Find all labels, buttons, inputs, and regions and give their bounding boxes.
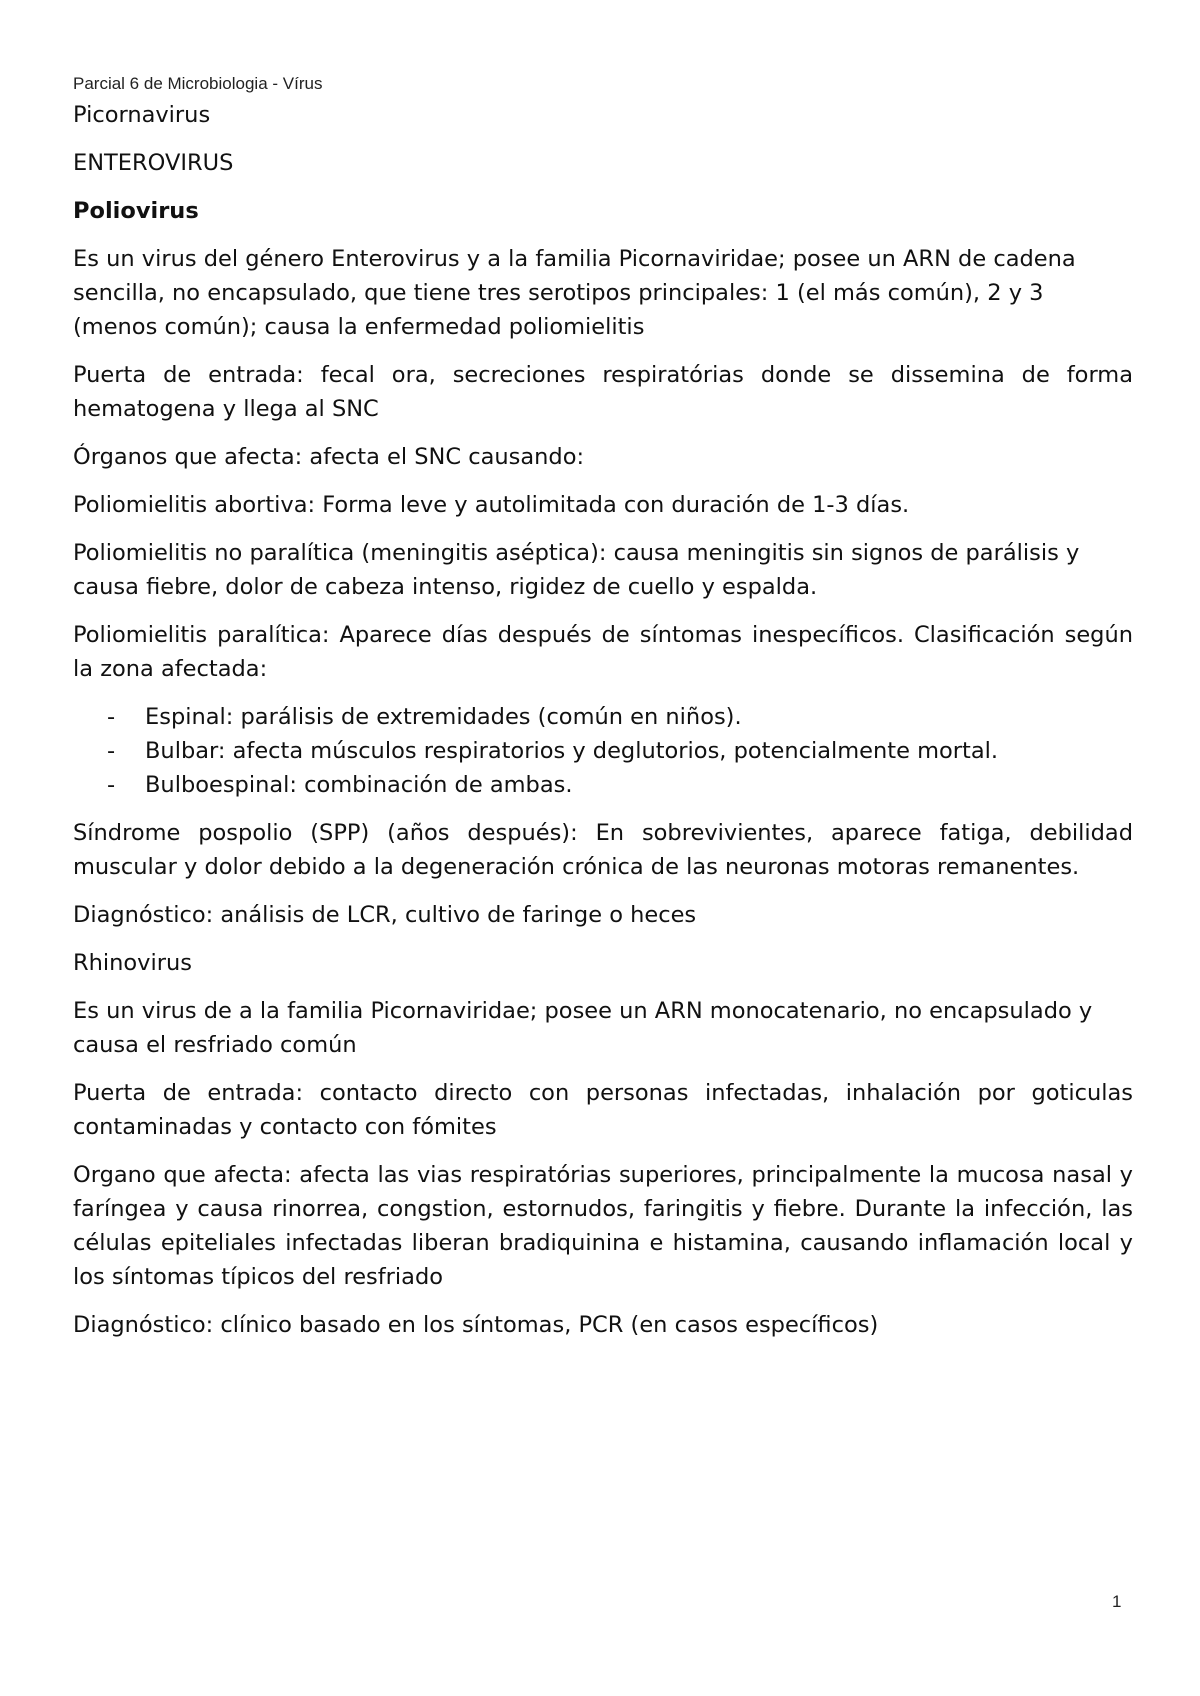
list-item [73,700,1133,734]
paragraph-rhino-organo: Organo que afecta: afecta las vias respiratórias superiores, principalmente la mucosa nasal y faríngea y causa rinorrea, congstion, estornudos, faringitis y fiebre. Durante la infección, las células epiteliales infectadas liberan bradiquinina e histamina, causando inflamación local y los síntomas típicos del resfriado [73,1162,1133,1290]
page-number: 1 [1112,1592,1122,1611]
section-title-picornavirus: Picornavirus [73,102,211,128]
paragraph-polio-abortiva: Poliomielitis abortiva: Forma leve y autolimitada con duración de 1-3 días. [73,492,910,518]
list-marker: - [107,704,116,730]
paragraph-polio-diagnostico: Diagnóstico: análisis de LCR, cultivo de faringe o heces [73,902,697,928]
section-title-enterovirus: ENTEROVIRUS [73,150,234,176]
list-item [73,734,1133,768]
heading-poliovirus: Poliovirus [73,198,199,224]
paragraph-polio-intro: Es un virus del género Enterovirus y a la familia Picornaviridae; posee un ARN de cadena sencilla, no encapsulado, que tiene tres serotipos principales: 1 (el más común), 2 y 3 (menos común); causa la enfermedad poliomielitis [73,246,1076,340]
paragraph-rhino-entrada: Puerta de entrada: contacto directo con personas infectadas, inhalación por goticulas contaminadas y contacto con fómites [73,1080,1133,1140]
list-item-text: Espinal: parálisis de extremidades (común en niños). [145,704,742,730]
paragraph-polio-entrada: Puerta de entrada: fecal ora, secreciones respiratórias donde se dissemina de forma hematogena y llega al SNC [73,362,1133,422]
paragraph-rhino-diagnostico: Diagnóstico: clínico basado en los síntomas, PCR (en casos específicos) [73,1312,879,1338]
document-body [73,98,1133,1356]
list-item [73,768,1133,802]
list-marker: - [107,772,116,798]
paragraph-polio-organos: Órganos que afecta: afecta el SNC causando: [73,444,585,470]
paragraph-rhino-intro: Es un virus de a la familia Picornaviridae; posee un ARN monocatenario, no encapsulado y causa el resfriado común [73,998,1093,1058]
list-item-text: Bulbar: afecta músculos respiratorios y deglutorios, potencialmente mortal. [145,738,999,764]
paragraph-polio-spp: Síndrome pospolio (SPP) (años después): En sobrevivientes, aparece fatiga, debilidad muscular y dolor debido a la degeneración crónica de las neuronas motoras remanentes. [73,820,1133,880]
clasificacion-list [73,700,1133,802]
list-item-text: Bulboespinal: combinación de ambas. [145,772,573,798]
list-marker: - [107,738,116,764]
page-header: Parcial 6 de Microbiologia - Vírus [73,74,323,93]
paragraph-polio-no-paralitica: Poliomielitis no paralítica (meningitis aséptica): causa meningitis sin signos de parálisis y causa fiebre, dolor de cabeza intenso, rigidez de cuello y espalda. [73,540,1080,600]
paragraph-polio-paralitica: Poliomielitis paralítica: Aparece días después de síntomas inespecíficos. Clasificación según la zona afectada: [73,622,1133,682]
section-title-rhinovirus: Rhinovirus [73,950,192,976]
